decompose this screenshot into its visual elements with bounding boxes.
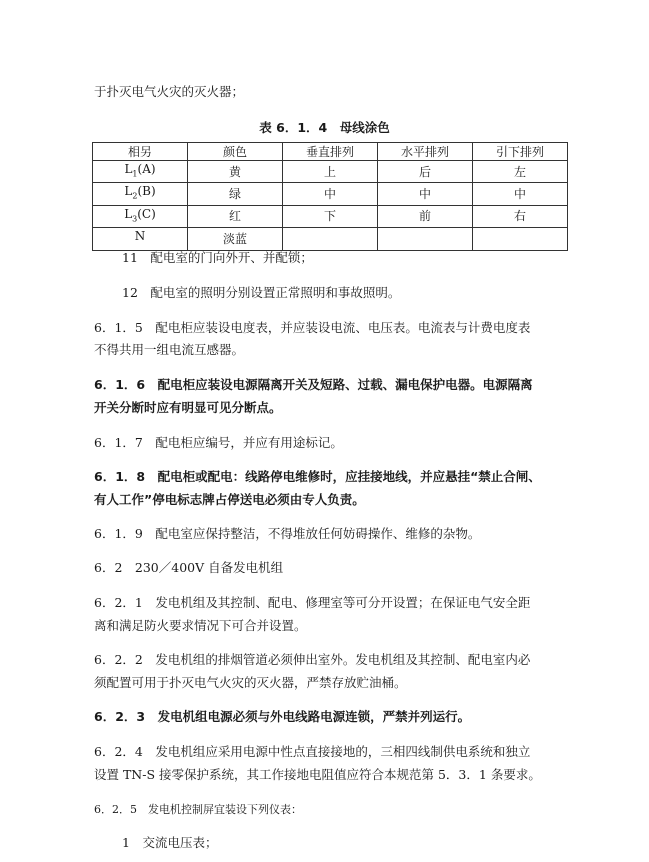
clause-6-1-9: 6．1．9 配电室应保持整洁，不得堆放任何妨碍操作、维修的杂物。 [94,526,481,541]
table-header-row [93,143,568,161]
clause-6-2-2: 6．2．2 发电机组的排烟管道必须伸出室外。发电机组及其控制、配电室内必 [94,652,531,667]
table-row [93,228,568,250]
cell-vertical: 中 [283,183,378,205]
cell-vertical: 下 [283,205,378,227]
busbar-color-table [92,142,568,251]
header-down: 引下排列 [473,143,568,161]
list-item-11: 11 配电室的门向外开、并配锁； [122,250,313,265]
list-item-1: 1 交流电压表； [122,835,218,850]
clause-6-1-5: 6．1．5 配电柜应装设电度表，并应装设电流、电压表。电流表与计费电度表 [94,320,531,335]
table-row [93,205,568,227]
cell-color: 绿 [188,183,283,205]
list-item-12: 12 配电室的照明分别设置正常照明和事故照明。 [122,285,401,300]
clause-6-2-4-cont: 设置 TN-S 接零保护系统，其工作接地电阻值应符合本规范第 5．3．1 条要求。 [94,767,541,782]
clause-6-2-4: 6．2．4 发电机组应采用电源中性点直接接地的，三相四线制供电系统和独立 [94,744,531,759]
cell-horizontal: 前 [378,205,473,227]
clause-6-2-1: 6．2．1 发电机组及其控制、配电、修理室等可分开设置；在保证电气安全距 [94,595,531,610]
cell-vertical [283,228,378,250]
cell-color: 红 [188,205,283,227]
clause-6-1-6: 6．1．6 配电柜应装设电源隔离开关及短路、过载、漏电保护电器。电源隔离 [94,377,533,392]
clause-6-2-2-cont: 须配置可用于扑灭电气火灾的灭火器，严禁存放贮油桶。 [94,675,407,690]
cell-vertical: 上 [283,161,378,183]
cell-horizontal: 中 [378,183,473,205]
section-6-2-heading: 6．2 230／400V 自备发电机组 [94,560,284,575]
cell-phase: N [93,228,188,250]
text-line-continuation: 于扑灭电气火灾的灭火器； [94,84,245,99]
clause-6-1-8-cont: 有人工作”停电标志牌占停送电必须由专人负责。 [94,492,365,507]
cell-phase: $L_1(A)$ [93,161,188,183]
header-horizontal: 水平排列 [378,143,473,161]
clause-6-2-1-cont: 离和满足防火要求情况下可合并设置。 [94,618,307,633]
cell-down: 右 [473,205,568,227]
cell-down [473,228,568,250]
cell-down: 中 [473,183,568,205]
table-row [93,183,568,205]
cell-phase: $L_3(C)$ [93,205,188,227]
table-title: 表 6．1．4 母线涂色 [259,120,390,135]
clause-6-1-5-cont: 不得共用一组电流互感器。 [94,342,245,357]
header-color: 颜色 [188,143,283,161]
cell-phase: $L_2(B)$ [93,183,188,205]
cell-color: 淡蓝 [188,228,283,250]
clause-6-1-8: 6．1．8 配电柜或配电：线路停电维修时，应挂接地线，并应悬挂“禁止合闸、 [94,469,541,484]
cell-horizontal: 后 [378,161,473,183]
clause-6-1-6-cont: 开关分断时应有明显可见分断点。 [94,400,282,415]
cell-down: 左 [473,161,568,183]
header-vertical: 垂直排列 [283,143,378,161]
cell-color: 黄 [188,161,283,183]
clause-6-1-7: 6．1．7 配电柜应编号，并应有用途标记。 [94,435,343,450]
table-row [93,161,568,183]
clause-6-2-5: 6．2．5 发电机控制屏宜装设下列仪表： [94,803,302,816]
header-phase: 相另 [93,143,188,161]
clause-6-2-3: 6．2．3 发电机组电源必须与外电线路电源连锁，严禁并列运行。 [94,709,471,724]
cell-horizontal [378,228,473,250]
